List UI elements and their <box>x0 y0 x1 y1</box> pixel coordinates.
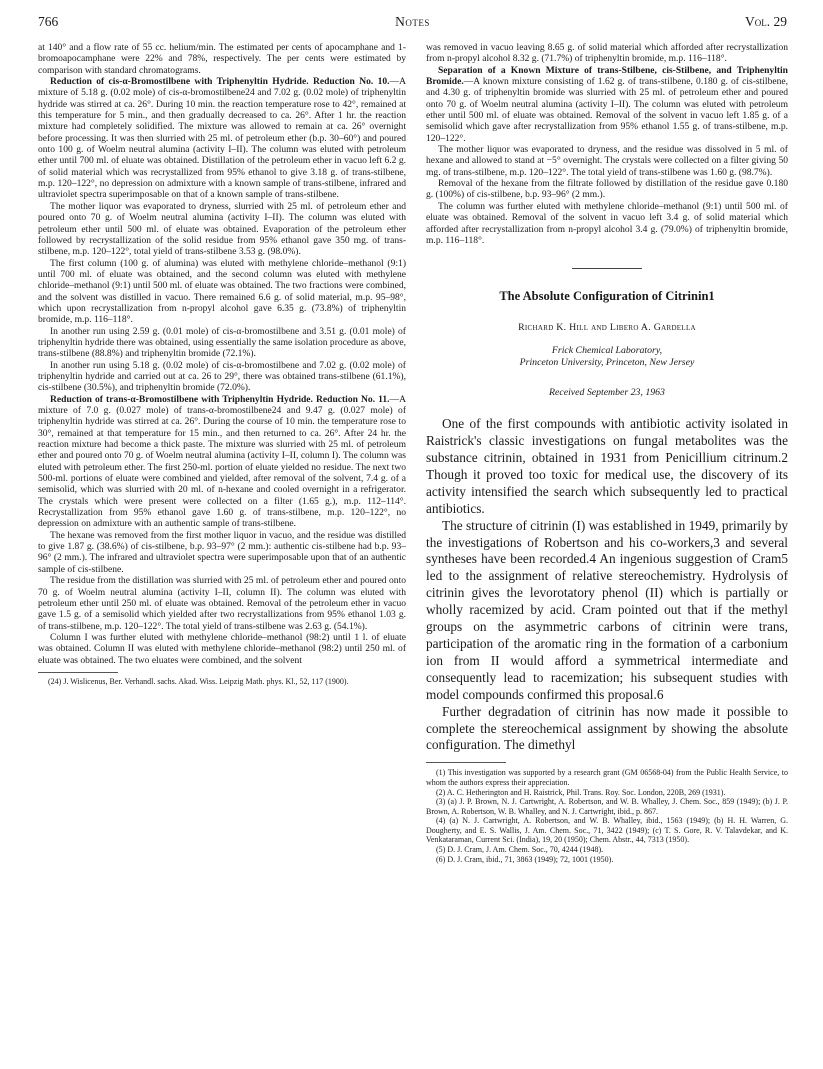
footnote: (6) D. J. Cram, ibid., 71, 3863 (1949); 72, 1001 (1950). <box>436 854 614 864</box>
section-heading: Separation of a Known Mixture of trans-Stilbene, cis-Stilbene, and Triphenyltin Bromide. <box>426 64 788 88</box>
article-footnotes <box>426 768 788 864</box>
running-head <box>38 14 787 32</box>
paragraph: The mother liquor was evaporated to dryness, and the residue was dissolved in 5 ml. of hexane and allowed to stand at −5° overnight. The crystals were collected on a filter giving 50 mg. of trans-stilbene, m.p. 120–122°. The total yield of trans-stilbene was 1.60 g. (98.7%). <box>426 144 788 178</box>
paragraph: Further degradation of citrinin has now made it possible to complete the stereochemical assignment by showing the absolute configuration. The dimethyl <box>426 703 788 753</box>
footnote: (2) A. C. Hetherington and H. Raistrick, Phil. Trans. Roy. Soc. London, 220B, 269 (1931). <box>436 787 726 797</box>
page-number: 766 <box>38 14 59 29</box>
footnote-divider <box>38 672 118 673</box>
affiliation-line: Princeton University, Princeton, New Jersey <box>519 357 695 369</box>
paragraph: Column I was further eluted with methylene chloride–methanol (98:2) until 1 l. of eluate was obtained. Column II was eluted with methylene chloride–methanol (98:2) until 250 ml. of eluate was obtained. The two eluates were combined, and the solvent <box>38 631 406 666</box>
left-column <box>38 42 406 687</box>
footnote-divider <box>426 762 506 763</box>
affiliation-line: Frick Chemical Laboratory, <box>551 345 663 357</box>
paragraph: at 140° and a flow rate of 55 cc. helium/min. The estimated per cents of apocamphane and 1-bromoapocamphane were 22% and 78%, respectively. The per cents were estimated by comparison with standard chromatograms. <box>38 42 406 76</box>
article-authors: Richard K. Hill and Libero A. Gardella <box>518 322 696 334</box>
paragraph: Removal of the hexane from the filtrate followed by distillation of the residue gave 0.180 g. (100%) of cis-stilbene, b.p. 93–96° (2 mm.). <box>426 178 788 201</box>
paragraph: One of the first compounds with antibiotic activity isolated in Raistrick's classic investigations on fungal metabolites was the substance citrinin, obtained in 1931 from Penicillium citrinum.2 Though it proved too toxic for medical use, the discovery of its activity intensified the search which subsequently led to practical antibiotics. <box>426 416 788 516</box>
right-body-text <box>426 42 788 246</box>
right-column <box>426 42 788 864</box>
footnote: (1) This investigation was supported by a research grant (GM 06568-04) from the Public Health Service, to whom the authors express their appreciation. <box>426 768 788 787</box>
paragraph: Reduction of trans-α-Bromostilbene with Triphenyltin Hydride. Reduction No. 11.—A mixture of 7.0 g. (0.027 mole) of trans-α-bromostilbene24 and 9.47 g. (0.027 mole) of triphenyltin hydride was stirred at ca. 26°. During the course of 10 min. the temperature rose to 30°, remained at that temperature for 15 min., and then returned to ca. 26°. After 24 hr. the reaction mixture had become a thick paste. The mixture was slurried with 25 ml. of petroleum ether and poured onto 70 g. of Woelm neutral alumina (activity I–II, column I). The column was eluted with petroleum ether. The first 250-ml. portion of eluate yielded no residue. The next two 500-ml. portions of eluate were combined and yielded, after removal of the solvent, 7.4 g. of a semisolid, which was slurried with 20 ml. of n-hexane and cooled overnight in a refrigerator. The crystals which were present were collected on a filter (1.65 g.), m.p. 112–114°. Recrystallization from 95% ethanol gave 1.60 g. of trans-stilbene, m.p. 120–122°, no depression on admixture with an authentic sample of trans-stilbene. <box>38 393 406 530</box>
article-separator <box>572 268 642 269</box>
paragraph: Separation of a Known Mixture of trans-Stilbene, cis-Stilbene, and Triphenyltin Bromide.—A known mixture consisting of 1.62 g. of trans-stilbene, 0.180 g. of cis-stilbene, and 4.30 g. of triphenyltin bromide was slurried with 25 ml. of petroleum ether and poured onto 70 g. of Woelm neutral alumina (activity I–II). The column was eluted with petroleum ether until 500 ml. of eluate was obtained. Removal of the solvent in vacuo left 1.85 g. of a semisolid which gave after recrystallization from 95% ethanol 1.55 g. of trans-stilbene, m.p. 120–122°. <box>426 64 788 144</box>
volume-label: Vol. 29 <box>745 14 787 29</box>
paragraph: Reduction of cis-α-Bromostilbene with Triphenyltin Hydride. Reduction No. 10.—A mixture of 5.18 g. (0.02 mole) of cis-α-bromostilbene24 and 7.02 g. (0.02 mole) of triphenyltin hydride was stirred at ca. 26°. During 10 min. the reaction temperature rose to 42°, remained at this temperature for 5 min., and then gradually decreased to ca. 26°. After 1 hr. the reaction mixture had completely solidified. The mixture was allowed to remain at ca. 26° overnight before processing. It was then slurried with 25 ml. of petroleum ether (b.p. 30–60°) and poured onto 100 g. of Woelm neutral alumina (activity I–II). The column was eluted with petroleum ether until 700 ml. of eluate was obtained. Distillation of the petroleum ether in vacuo left 6.2 g. of solid material which was recrystallized from 95% ethanol to give 3.18 g. of trans-stilbene, m.p. 120–122°, no depression on admixture with a known sample of trans-stilbene, infrared and ultraviolet spectra superimposable on that of a known sample of trans-stilbene. <box>38 76 406 201</box>
article-body <box>426 416 788 754</box>
paragraph: The hexane was removed from the first mother liquor in vacuo, and the residue was distilled to give 1.87 g. (38.6%) of cis-stilbene, b.p. 93–97° (2 mm.): authentic cis-stilbene had b.p. 93–96° (2 mm.). The infrared and ultraviolet spectra were superimposable upon that of an authentic sample of cis-stilbene. <box>38 529 406 575</box>
paragraph: was removed in vacuo leaving 8.65 g. of solid material which afforded after recrystallization from n-propyl alcohol 8.32 g. (71.7%) of triphenyltin bromide, m.p. 116–118°. <box>426 42 788 65</box>
footnote: (4) (a) N. J. Cartwright, A. Robertson, and W. B. Whalley, ibid., 1563 (1949); (b) H. H. Warren, G. Dougherty, and E. S. Wallis, J. Am. Chem. Soc., 71, 3422 (1949); (c) T. S. Gore, R. V. Talavdekar, and K. Venkataraman, Current Sci. (India), 19, 20 (1950); Chem. Abstr., 44, 7313 (1950). <box>426 816 788 845</box>
paragraph: The mother liquor was evaporated to dryness, slurried with 25 ml. of petroleum ether and poured onto 70 g. of Woelm neutral alumina (activity I–II). The column was eluted with petroleum ether until 500 ml. of eluate was obtained. Evaporation of the petroleum ether followed by recrystallization of the solid residue from 95% ethanol gave 350 mg. of trans-stilbene, m.p. 120–122°, total yield of trans-stilbene 3.53 g. (98.0%). <box>38 200 406 258</box>
paragraph: In another run using 2.59 g. (0.01 mole) of cis-α-bromostilbene and 3.51 g. (0.01 mole) of triphenyltin hydride there was obtained, using essentially the same isolation procedure as above, trans-stilbene (88.8%) and triphenyltin bromide (72.1%). <box>38 325 406 360</box>
article-title: The Absolute Configuration of Citrinin1 <box>499 289 715 304</box>
paragraph: The residue from the distillation was slurried with 25 ml. of petroleum ether and poured onto 70 g. of Woelm neutral alumina (activity I–II, column II). The column was eluted with petroleum ether until 250 ml. of eluate was obtained. Removal of the petroleum ether in vacuo gave 1.5 g. of a semisolid which yielded after two recrystallizations from 95% ethanol 1.03 g. of trans-stilbene, m.p. 120–122°. The total yield of trans-stilbene was 2.63 g. (54.1%). <box>38 575 406 632</box>
received-date: Received September 23, 1963 <box>549 387 665 399</box>
footnote: (3) (a) J. P. Brown, N. J. Cartwright, A. Robertson, and W. B. Whalley, J. Chem. Soc., 859 (1949); (b) J. P. Brown, A. Robertson, W. B. Whalley, and N. J. Cartwright, ibid., p. 867. <box>426 797 788 816</box>
journal-section-title: Notes <box>395 14 430 29</box>
paragraph: In another run using 5.18 g. (0.02 mole) of cis-α-bromostilbene and 7.02 g. (0.02 mole) of triphenyltin hydride and carried out at ca. 26 to 29°, there was obtained trans-stilbene (61.1%), cis-stilbene (30.5%), and triphenyltin bromide (72.0%). <box>38 359 406 394</box>
paragraph: The first column (100 g. of alumina) was eluted with methylene chloride–methanol (9:1) until 700 ml. of eluate was obtained, and the second column was eluted with methylene chloride–methanol (9:1) until 500 ml. of eluate was obtained. The two fractions were combined, and the solvent was distilled in vacuo. There remained 6.6 g. of solid material, m.p. 95–98°, which upon recrystallization from n-propyl alcohol gave 6.35 g. (73.8%) of triphenyltin bromide, m.p. 116–118°. <box>38 257 406 326</box>
section-heading: Reduction of cis-α-Bromostilbene with Triphenyltin Hydride. Reduction No. 10. <box>50 76 390 88</box>
paragraph: The structure of citrinin (I) was established in 1949, primarily by the investigations of Robertson and his co-workers,3 and several syntheses have been recorded.4 An ingenious suggestion of Cram5 led to the assignment of relative stereochemistry. Hydrolysis of citrinin gives the levorotatory phenol (II) which is partially or wholly racemized by acid. Cram pointed out that if the methyl groups on the asymmetric carbons of citrinin were trans, participation of the aromatic ring in the formation of a carbonium ion from II would afford a symmetrical intermediate and consequently lead to racemization; his subsequent studies with model compounds confirmed this proposal.6 <box>426 517 788 702</box>
author-affiliation <box>426 345 788 369</box>
left-footnotes <box>38 677 406 687</box>
section-heading: Reduction of trans-α-Bromostilbene with Triphenyltin Hydride. Reduction No. 11. <box>50 393 390 405</box>
footnote: (24) J. Wislicenus, Ber. Verhandl. sachs. Akad. Wiss. Leipzig Math. phys. Kl., 52, 117 (1900). <box>48 676 349 686</box>
footnote: (5) D. J. Cram, J. Am. Chem. Soc., 70, 4244 (1948). <box>436 845 604 855</box>
left-body-text <box>38 42 406 666</box>
paragraph: The column was further eluted with methylene chloride–methanol (9:1) until 500 ml. of eluate was obtained. Removal of the solvent in vacuo left 3.4 g. of solid material which afforded after recrystallization from n-propyl alcohol 3.4 g. (79.0%) of triphenyltin bromide, m.p. 116–118°. <box>426 200 788 246</box>
